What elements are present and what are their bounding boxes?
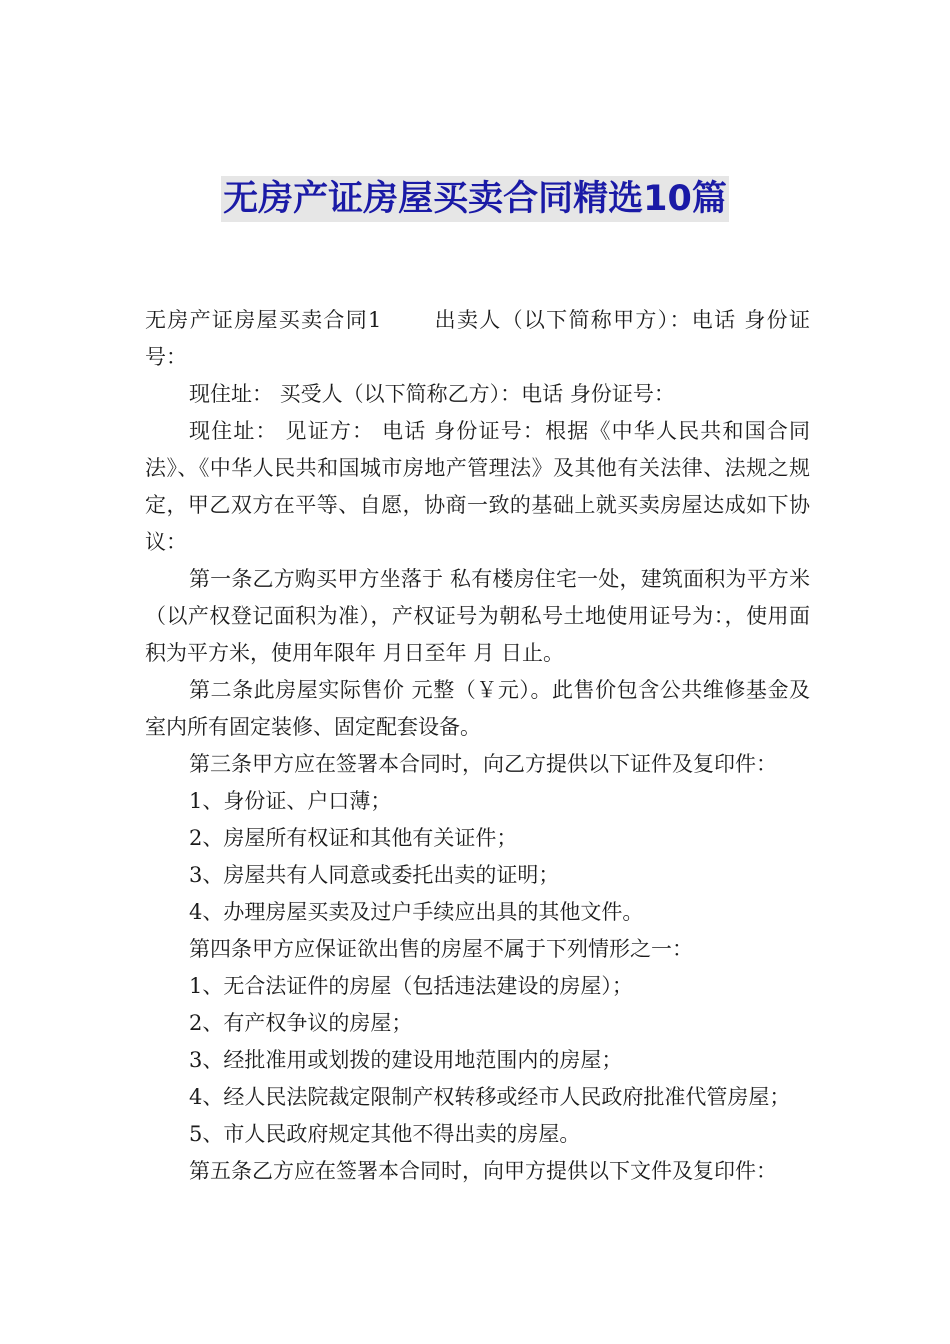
- list-item: 3、经批准用或划拨的建设用地范围内的房屋；: [189, 1048, 623, 1072]
- document-title: 无房产证房屋买卖合同精选10篇: [221, 176, 729, 222]
- intro-paragraph: [145, 302, 810, 376]
- document-body: [145, 302, 810, 1190]
- list-item: 5、市人民政府规定其他不得出卖的房屋。: [189, 1122, 581, 1146]
- seller-line: 出卖人（以下简称甲方）：电话 身份证号：: [145, 308, 810, 369]
- paragraph: 现住址： 见证方： 电话 身份证号：根据《中华人民共和国合同法》、《中华人民共和国城市房地产管理法》及其他有关法律、法规之规定，甲乙双方在平等、自愿，协商一致的基础上就买卖房屋达成如下协议：: [145, 419, 810, 554]
- list-item: 4、经人民法院裁定限制产权转移或经市人民政府批准代管房屋；: [189, 1085, 791, 1109]
- list-item: 1、身份证、户口薄；: [189, 789, 392, 813]
- list-item: 2、房屋所有权证和其他有关证件；: [189, 826, 518, 850]
- clause-2: 第二条此房屋实际售价 元整（￥元）。此售价包含公共维修基金及室内所有固定装修、固定配套设备。: [145, 678, 810, 739]
- list-item: 2、有产权争议的房屋；: [189, 1011, 413, 1035]
- clause-5: 第五条乙方应在签署本合同时，向甲方提供以下文件及复印件：: [189, 1159, 777, 1183]
- list-item: 3、房屋共有人同意或委托出卖的证明；: [189, 863, 560, 887]
- contract-heading: 无房产证房屋买卖合同1: [145, 308, 382, 332]
- clause-4: 第四条甲方应保证欲出售的房屋不属于下列情形之一：: [189, 937, 693, 961]
- clause-1: 第一条乙方购买甲方坐落于 私有楼房住宅一处，建筑面积为平方米（以产权登记面积为准），产权证号为朝私号土地使用证号为：，使用面积为平方米，使用年限年 月日至年 月 日止。: [145, 567, 810, 665]
- list-item: 4、办理房屋买卖及过户手续应出具的其他文件。: [189, 900, 644, 924]
- title-container: [0, 176, 950, 222]
- list-item: 1、无合法证件的房屋（包括违法建设的房屋）；: [189, 974, 633, 998]
- clause-3: 第三条甲方应在签署本合同时，向乙方提供以下证件及复印件：: [189, 752, 777, 776]
- paragraph: 现住址： 买受人（以下简称乙方）：电话 身份证号：: [189, 382, 675, 406]
